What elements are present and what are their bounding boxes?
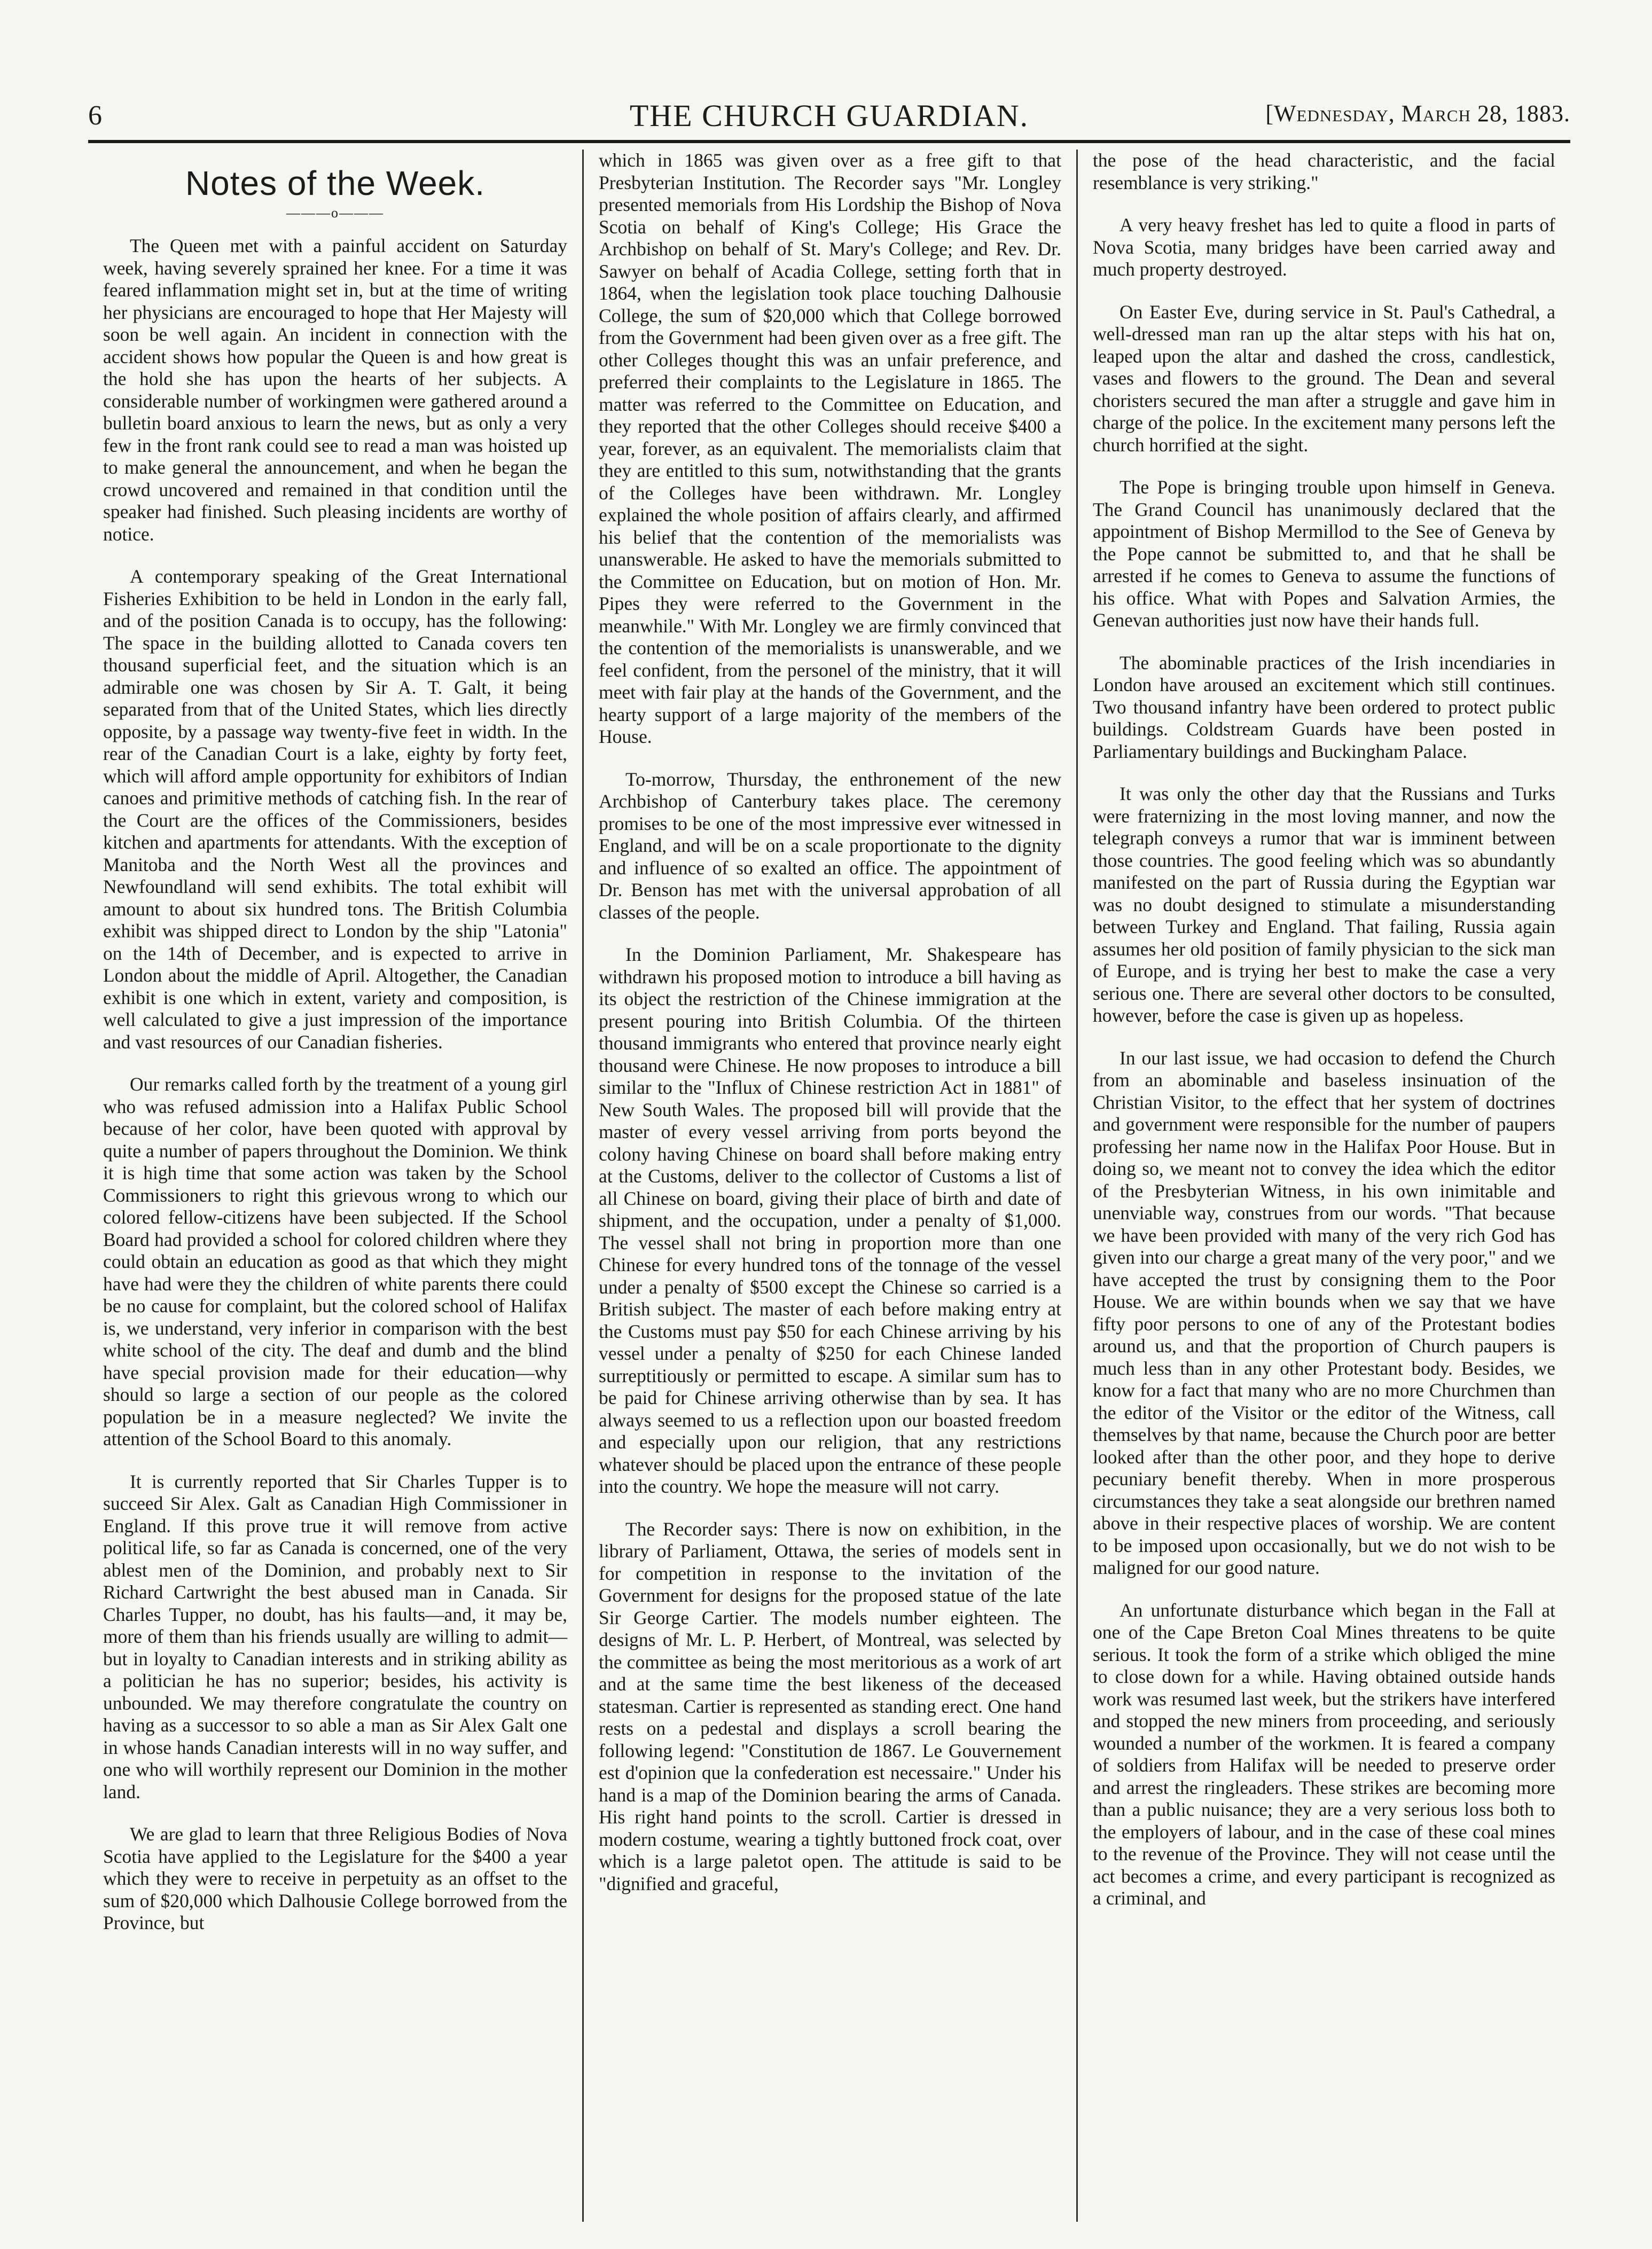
paragraph: In the Dominion Parliament, Mr. Shakespeare has withdrawn his proposed motion to introduce a bill having as its object the restriction of the Chinese immigration at the present pouring into British Columbia. Of the thirteen thousand immigrants who entered that province nearly eight thousand were Chinese. He now proposes to introduce a bill similar to the "Influx of Chinese restriction Act in 1881" of New South Wales. The proposed bill will provide that the master of every vessel arriving from ports beyond the colony having Chinese on board shall before making entry at the Customs, deliver to the collector of Customs a list of all Chinese on board, giving their place of birth and date of shipment, and the occupation, under a penalty of $1,000. The vessel shall not bring in proportion more than one Chinese for every hundred tons of the tonnage of the vessel under a penalty of $500 except the Chinese so carried is a British subject. The master of each before making entry at the Customs must pay $50 for each Chinese arriving by his vessel under a penalty of $250 for each Chinese landed surreptitiously or permitted to escape. A similar sum has to be paid for Chinese arriving otherwise than by sea. It has always seemed to us a reflection upon our boasted freedom and especially upon our religion, that any restrictions whatever should be placed upon the entrance of these people into the country. We hope the measure will not carry. (599, 944, 1061, 1497)
column-1 (88, 150, 582, 2222)
column-3 (1076, 150, 1570, 2222)
paragraph: The Recorder says: There is now on exhibition, in the library of Parliament, Ottawa, the series of models sent in for competition in response to the invitation of the Government for designs for the proposed statue of the late Sir George Cartier. The models number eighteen. The designs of Mr. L. P. Herbert, of Montreal, was selected by the committee as being the most meritorious as a work of art and at the same time the best likeness of the deceased statesman. Cartier is represented as standing erect. One hand rests on a pedestal and displays a scroll bearing the following legend: "Constitution de 1867. Le Gouvernement est d'opinion que la confederation est necessaire." Under his hand is a map of the Dominion bearing the arms of Canada. His right hand points to the scroll. Cartier is dressed in modern costume, wearing a tightly buttoned frock coat, over which is a large paletot open. The attitude is said to be "dignified and graceful, (599, 1518, 1061, 1894)
paragraph: We are glad to learn that three Religious Bodies of Nova Scotia have applied to the Legislature for the $400 a year which they were to receive in perpetuity as an offset to the sum of $20,000 which Dalhousie College borrowed from the Province, but (103, 1823, 567, 1933)
paragraph: In our last issue, we had occasion to defend the Church from an abominable and baseless insinuation of the Christian Visitor, to the effect that her system of doctrines and government were responsible for the number of paupers professing her name now in the Halifax Poor House. But in doing so, we meant not to convey the idea which the editor of the Presbyterian Witness, in his own inimitable and unenviable way, construes from our words. "That because we have been provided with many of the very rich God has given into our charge a great many of the very poor," and we have accepted the trust by consigning them to the Poor House. We are within bounds when we say that we have fifty poor persons to one of any of the Protestant bodies around us, and that the proportion of Church paupers is much less than in any other Protestant body. Besides, we know for a fact that many who are no more Churchmen than the editor of the Visitor or the editor of the Witness, call themselves by that name, because the Church poor are better looked after than the other poor, and they hope to derive pecuniary benefit thereby. When in more prosperous circumstances they take a seat alongside our brethren named above in their respective places of worship. We are content to be imposed upon occasionally, but we do not wish to be maligned for our good nature. (1093, 1047, 1555, 1578)
issue-date: [Wednesday, March 28, 1883. (1265, 100, 1570, 127)
paragraph: The abominable practices of the Irish incendiaries in London have aroused an excitement which still continues. Two thousand infantry have been ordered to protect public buildings. Coldstream Guards have been posted in Parliamentary buildings and Buckingham Palace. (1093, 652, 1555, 762)
header-rule (88, 140, 1570, 143)
paragraph: Our remarks called forth by the treatment of a young girl who was refused admission into a Halifax Public School because of her color, have been quoted with approval by quite a number of papers throughout the Dominion. We think it is high time that some action was taken by the School Commissioners to right this grievous wrong to which our colored fellow-citizens have been subjected. If the School Board had provided a school for colored children where they could obtain an education as good as that which they might have had were they the children of white parents there could be no cause for complaint, but the colored school of Halifax is, we understand, very inferior in comparison with the best white school of the city. The deaf and dumb and the blind have special provision made for their education—why should so large a section of our people as the colored population be in a measure neglected? We invite the attention of the School Board to this anomaly. (103, 1073, 567, 1449)
page-number: 6 (88, 100, 102, 131)
masthead: THE CHURCH GUARDIAN. (629, 98, 1029, 133)
paragraph: A very heavy freshet has led to quite a flood in parts of Nova Scotia, many bridges have been carried away and much property destroyed. (1093, 214, 1555, 280)
paragraph: On Easter Eve, during service in St. Paul's Cathedral, a well-dressed man ran up the altar steps with his hat on, leaped upon the altar and dashed the cross, candlestick, vases and flowers to the ground. The Dean and several choristers secured the man after a struggle and gave him in charge of the police. In the excitement many persons left the church horrified at the sight. (1093, 301, 1555, 456)
paragraph: The Queen met with a painful accident on Saturday week, having severely sprained her knee. For a time it was feared inflammation might set in, but at the time of writing her physicians are encouraged to hope that Her Majesty will soon be well again. An incident in connection with the accident shows how popular the Queen is and how great is the hold she has upon the hearts of her subjects. A considerable number of workingmen were gathered around a bulletin board anxious to learn the news, but as only a very few in the front rank could see to read a man was hoisted up to make general the announcement, and when he began the crowd uncovered and remained in that condition until the speaker had finished. Such pleasing incidents are worthy of notice. (103, 235, 567, 545)
paragraph: It is currently reported that Sir Charles Tupper is to succeed Sir Alex. Galt as Canadian High Commissioner in England. If this prove true it will remove from active political life, so far as Canada is concerned, one of the very ablest men of the Dominion, and probably next to Sir Richard Cartwright the best abused man in Canada. Sir Charles Tupper, no doubt, has his faults—and, it may be, more of them than his friends usually are willing to admit—but in loyalty to Canadian interests and in striking ability as a politician he has no superior; besides, his activity is unbounded. We may therefore congratulate the country on having as a successor to so able a man as Sir Alex Galt one in whose hands Canadian interests will in no way suffer, and one who will worthily represent our Dominion in the mother land. (103, 1470, 567, 1803)
paragraph: A contemporary speaking of the Great International Fisheries Exhibition to be held in London in the early fall, and of the position Canada is to occupy, has the following: The space in the building allotted to Canada covers ten thousand superficial feet, and the situation which is an admirable one was chosen by Sir A. T. Galt, it being separated from that of the United States, which lies directly opposite, by a passage way twenty-five feet in width. In the rear of the Canadian Court is a lake, eighty by forty feet, which will afford ample opportunity for exhibitors of Indian canoes and primitive methods of catching fish. In the rear of the Court are the offices of the Commissioners, besides kitchen and apartments for attendants. With the exception of Manitoba and the North West all the provinces and Newfoundland will send exhibits. The total exhibit will amount to about six hundred tons. The British Columbia exhibit was shipped direct to London by the ship "Latonia" on the 14th of December, and is expected to arrive in London about the middle of April. Altogether, the Canadian exhibit is one which in extent, variety and composition, is well calculated to give a just impression of the importance and vast resources of our Canadian fisheries. (103, 566, 567, 1053)
title-ornament: ———o——— (286, 205, 384, 221)
paragraph: It was only the other day that the Russians and Turks were fraternizing in the most loving manner, and now the telegraph conveys a rumor that war is imminent between those countries. The good feeling which was so abundantly manifested on the part of Russia during the Egyptian war was no doubt designed to stimulate a misunderstanding between Turkey and England. That failing, Russia again assumes her old position of family physician to the sick man of Europe, and is trying her best to make the case a very serious one. There are several other doctors to be consulted, however, before the case is given up as hopeless. (1093, 783, 1555, 1026)
paragraph: An unfortunate disturbance which began in the Fall at one of the Cape Breton Coal Mines threatens to be quite serious. It took the form of a strike which obliged the mine to close down for a while. Having obtained outside hands work was resumed last week, but the strikers have interfered and stopped the new miners from proceeding, and seriously wounded a number of the workmen. It is feared a company of soldiers from Halifax will be needed to preserve order and arrest the ringleaders. These strikes are becoming more than a public nuisance; they are a very serious loss both to the employers of labour, and in the case of these coal mines to the revenue of the Province. They will not cease until the act becomes a crime, and every participant is recognized as a criminal, and (1093, 1599, 1555, 1909)
paragraph: which in 1865 was given over as a free gift to that Presbyterian Institution. The Recorder says "Mr. Longley presented memorials from His Lordship the Bishop of Nova Scotia on behalf of King's College; His Grace the Archbishop on behalf of St. Mary's College; and Rev. Dr. Sawyer on behalf of Acadia College, setting forth that in 1864, when the legislation took place touching Dalhousie College, the sum of $20,000 which that College borrowed from the Government had been given over as a free gift. The other Colleges thought this was an unfair preference, and preferred their complaints to the Legislature in 1865. The matter was referred to the Committee on Education, and they reported that the other Colleges should receive $400 a year, forever, as an equivalent. The memorialists claim that they are entitled to this sum, notwithstanding that the grants of the Colleges have been withdrawn. Mr. Longley explained the whole position of affairs clearly, and affirmed his belief that the contention of the memorialists was unanswerable. He asked to have the memorials submitted to the Committee on Education, but on motion of Hon. Mr. Pipes they were referred to the Government in the meanwhile." With Mr. Longley we are firmly convinced that the contention of the memorialists is unanswerable, and we feel confident, from the personel of the ministry, that it will meet with fair play at the hands of the Government, and the hearty support of a large majority of the members of the House. (599, 150, 1061, 747)
paragraph: the pose of the head characteristic, and the facial resemblance is very striking." (1093, 150, 1555, 193)
paragraph: To-morrow, Thursday, the enthronement of the new Archbishop of Canterbury takes place. The ceremony promises to be one of the most impressive ever witnessed in England, and will be on a scale proportionate to the dignity and influence of so exalted an office. The appointment of Dr. Benson has met with the universal approbation of all classes of the people. (599, 768, 1061, 923)
page-header (88, 88, 1570, 139)
article-columns (88, 150, 1570, 2222)
section-title: Notes of the Week. (185, 164, 486, 202)
column-2 (582, 150, 1076, 2222)
paragraph: The Pope is bringing trouble upon himself in Geneva. The Grand Council has unanimously declared that the appointment of Bishop Mermillod to the See of Geneva by the Pope cannot be submitted to, and that he shall be arrested if he comes to Geneva to assume the functions of his office. What with Popes and Salvation Armies, the Genevan authorities just now have their hands full. (1093, 476, 1555, 631)
